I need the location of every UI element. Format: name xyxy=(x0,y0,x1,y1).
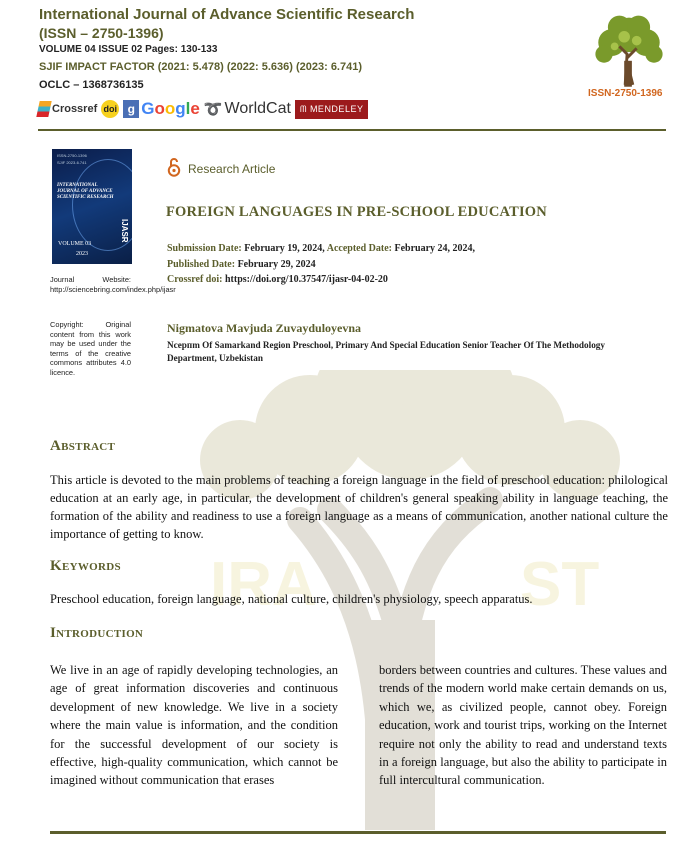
journal-website[interactable]: Journal Website: http://sciencebring.com/index.php/ijasr xyxy=(50,275,176,294)
introduction-column-left: We live in an age of rapidly developing technologies, an age of great information discoveries and continuous development of new knowledge. We live in a society where the main value is information, and the condition for the successful development of our society is effective, high-quality communication, which cannot be imagined without communication that erases xyxy=(50,663,338,788)
crossref-logo[interactable] xyxy=(38,101,97,117)
submission-label: Submission Date: xyxy=(167,243,242,254)
keywords-heading: Keywords xyxy=(50,558,121,574)
watermark-text-left: IRA xyxy=(210,550,317,619)
article-title: FOREIGN LANGUAGES IN PRE-SCHOOL EDUCATION xyxy=(166,204,547,220)
worldcat-label: WorldCat xyxy=(224,100,291,117)
abstract-heading: Abstract xyxy=(50,438,116,454)
journal-cover-image xyxy=(52,149,132,264)
article-type: Research Article xyxy=(188,162,276,176)
watermark-text-right: ST xyxy=(520,550,600,619)
published-label: Published Date: xyxy=(167,259,236,270)
published-date: February 29, 2024 xyxy=(237,259,316,270)
published-date-line xyxy=(167,259,316,270)
worldcat-swirl-icon: ➰ xyxy=(203,101,223,118)
author-name: Nigmatova Mavjuda Zuvayduloyevna xyxy=(167,321,362,335)
journal-issn: (ISSN – 2750-1396) xyxy=(39,25,164,41)
accepted-date: February 24, 2024, xyxy=(394,243,476,254)
crossref-mark-icon xyxy=(36,101,51,117)
doi-label: Crossref doi: xyxy=(167,274,223,285)
introduction-column-right: borders between countries and cultures. These values and trends of the modern world make certain demands on us, which we, as civilized people, cannot obey. Foreign education, work and tourist trips, working on the Internet require not only the ability to read and understand texts in a foreign language, but also the ability to participate in full intercultural communication. xyxy=(379,663,667,788)
accepted-label: Accepted Date: xyxy=(326,243,392,254)
cover-title: INTERNATIONAL JOURNAL OF ADVANCE SCIENTIFIC RESEARCH xyxy=(57,183,114,200)
introduction-heading: Introduction xyxy=(50,625,144,641)
doi-line xyxy=(167,274,388,285)
copyright-notice: Copyright: Original content from this work may be used under the terms of the creative commons attributes 4.0 licence. xyxy=(50,320,131,377)
submission-date: February 19, 2024, xyxy=(244,243,325,254)
volume-issue-pages: VOLUME 04 ISSUE 02 Pages: 130-133 xyxy=(39,44,218,55)
mendeley-label: MENDELEY xyxy=(309,104,364,114)
doi-logo[interactable]: doi xyxy=(101,100,119,118)
keywords-text: Preschool education, foreign language, national culture, children's physiology, speech apparatus. xyxy=(50,592,533,606)
scholar-mark-icon: g xyxy=(123,100,139,118)
google-label: Google xyxy=(141,99,200,118)
cover-acronym: IJASR xyxy=(120,219,129,243)
abstract-text: This article is devoted to the main problems of teaching a foreign language in the field of preschool education: philological education at an early age, in particular, the development of children's general speaking ability in language teaching, the formation of the ability and readiness to use a foreign language as a means of communication, another national culture the importance of getting to know. xyxy=(50,473,668,541)
doi-link[interactable]: https://doi.org/10.37547/ijasr-04-02-20 xyxy=(224,274,388,285)
footer-divider xyxy=(50,831,666,834)
cover-year: 2023 xyxy=(76,251,88,257)
worldcat-logo[interactable] xyxy=(204,100,291,118)
google-scholar-logo[interactable] xyxy=(123,99,200,119)
open-access-icon xyxy=(167,157,181,177)
sjif-impact-factor: SJIF IMPACT FACTOR (2021: 5.478) (2022: 5.636) (2023: 6.741) xyxy=(39,61,363,73)
crossref-label: Crossref xyxy=(52,103,98,115)
mendeley-logo[interactable] xyxy=(295,100,369,119)
cover-sjif: SJIF 2023-6.741 xyxy=(57,160,87,165)
journal-title: International Journal of Advance Scientific Research xyxy=(39,6,415,23)
cover-volume: VOLUME 03 xyxy=(58,241,92,247)
oclc-number: OCLC – 1368736135 xyxy=(39,79,144,91)
header-divider xyxy=(38,129,666,131)
indexing-logos xyxy=(38,97,368,121)
issn-badge: ISSN-2750-1396 xyxy=(588,88,663,99)
mendeley-mark-icon: ᗰ xyxy=(299,103,307,114)
submission-accepted-dates xyxy=(167,243,475,254)
cover-issn: ISSN-2750-1396 xyxy=(57,153,87,158)
author-affiliation: Ncepпm Of Samarkand Region Preschool, Primary And Special Education Senior Teacher Of The Methodology Department, Uzbekistan xyxy=(167,340,605,363)
